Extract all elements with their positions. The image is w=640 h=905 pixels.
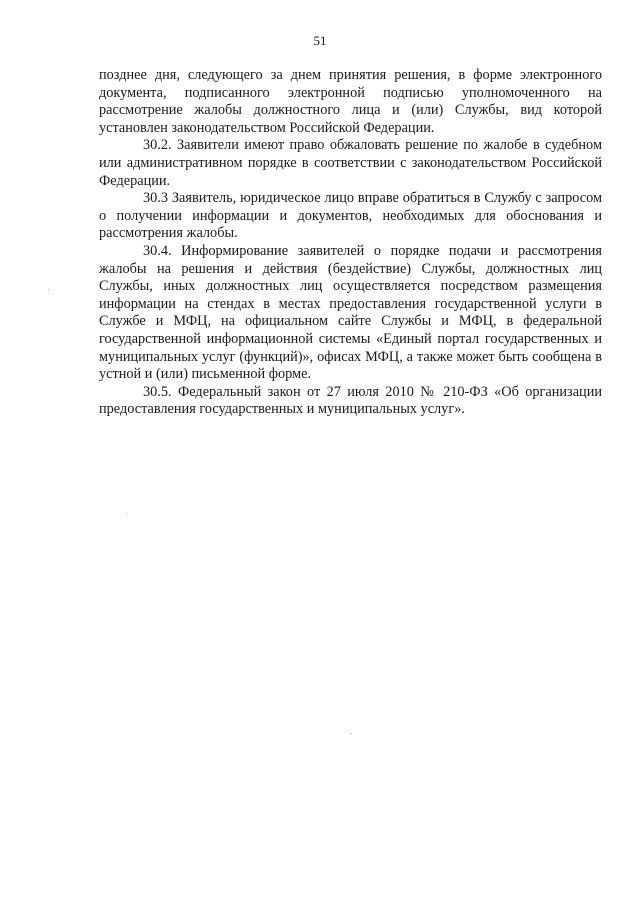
paragraph-continuation: позднее дня, следующего за днем принятия решения, в форме электронного документа, подписанного электронной подписью уполномоченного на рассмотрение жалобы должностного лица и (или) Службы, вид которой установлен законодательством Российской Федерации.: [99, 67, 602, 136]
document-body: [99, 67, 602, 419]
paragraph-30-4: 30.4. Информирование заявителей о порядке подачи и рассмотрения жалобы на решения и действия (бездействие) Службы, должностных лиц Службы, иных должностных лиц осуществляется посредством размещения информации на стендах в местах предоставления государственной услуги в Службе и МФЦ, на официальном сайте Службы и МФЦ, в федеральной государственной информационной системы «Единый портал государственных и муниципальных услуг (функций)», офисах МФЦ, а также может быть сообщена в устной и (или) письменной форме.: [99, 242, 602, 383]
scan-speck: [48, 289, 49, 290]
paragraph-30-2: 30.2. Заявители имеют право обжаловать решение по жалобе в судебном или административном порядке в соответствии с законодательством Российской Федерации.: [99, 137, 602, 189]
paragraph-30-3: 30.3 Заявитель, юридическое лицо вправе обратиться в Службу с запросом о получении информации и документов, необходимых для обоснования и рассмотрения жалобы.: [99, 190, 602, 242]
page-number: 51: [313, 33, 327, 48]
scan-speck: [126, 513, 127, 514]
paragraph-30-5: 30.5. Федеральный закон от 27 июля 2010 № 210-ФЗ «Об организации предоставления государственных и муниципальных услуг».: [99, 383, 602, 418]
scan-speck: [351, 733, 352, 734]
